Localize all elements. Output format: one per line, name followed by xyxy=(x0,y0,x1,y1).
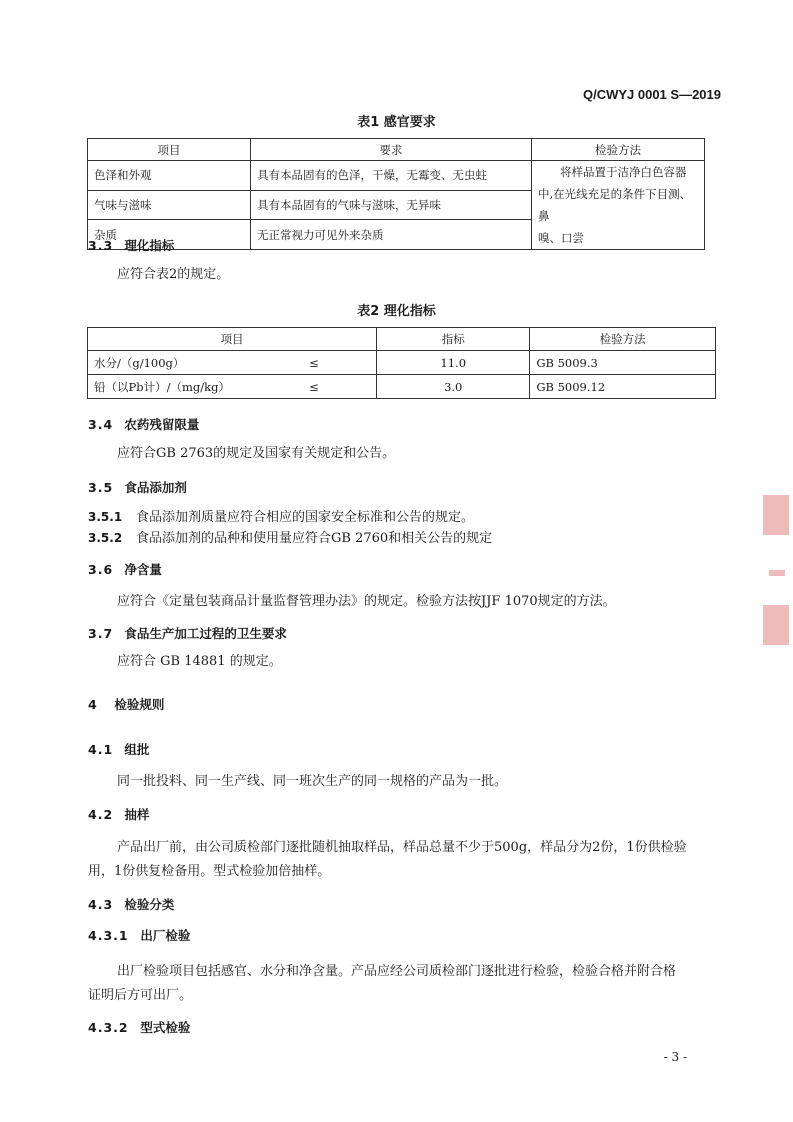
section-3-5-heading xyxy=(88,478,187,496)
section-4-3-1-line2: 证明后方可出厂。 xyxy=(88,988,193,1003)
table-cell: 11.0 xyxy=(377,351,530,375)
section-4-2-line1: 产品出厂前，由公司质检部门逐批随机抽取样品，样品总量不少于500g，样品分为2份，1份供检验 xyxy=(117,840,687,855)
table1-header-item: 项目 xyxy=(88,139,251,161)
section-title: 检验规则 xyxy=(114,697,165,712)
section-4-3-1-line1: 出厂检验项目包括感官、水分和净含量。产品应经公司质检部门逐批进行检验，检验合格并附合格 xyxy=(117,964,677,979)
section-number: 4.3.1 xyxy=(88,928,129,943)
section-title: 食品添加剂 xyxy=(124,480,187,495)
table2-caption: 表2 理化指标 xyxy=(357,304,436,319)
table1 xyxy=(87,138,705,250)
section-4-2-line2: 用，1份供复检备用。型式检验加倍抽样。 xyxy=(88,864,331,879)
section-3-4-heading xyxy=(88,415,199,433)
section-4-3-1-heading xyxy=(88,926,190,944)
method-line: 将样品置于洁净白色容器 xyxy=(560,165,687,179)
section-title: 型式检验 xyxy=(140,1020,191,1035)
standard-number: Q/CWYJ 0001 S—2019 xyxy=(582,87,721,102)
table-row xyxy=(88,351,716,375)
table2 xyxy=(87,327,716,399)
section-number: 4.3.2 xyxy=(88,1020,129,1035)
section-4-3-heading xyxy=(88,895,174,913)
table-cell: 水分/（g/100g） xyxy=(88,351,304,375)
table-cell: ≤ xyxy=(303,351,377,375)
section-4-3-2-heading xyxy=(88,1018,190,1036)
section-3-3-heading xyxy=(88,236,174,254)
section-4-2-heading xyxy=(88,805,149,823)
section-3-6-heading xyxy=(88,560,162,578)
table2-header-item: 项目 xyxy=(88,328,377,351)
section-3-5-2 xyxy=(88,526,492,551)
section-4-1-text: 同一批投料、同一生产线、同一班次生产的同一规格的产品为一批。 xyxy=(117,774,508,789)
table-row xyxy=(88,375,716,399)
section-number: 4.3 xyxy=(88,897,114,912)
table-header-row xyxy=(88,139,705,161)
section-text: 食品添加剂质量应符合相应的国家安全标准和公告的规定。 xyxy=(136,510,475,525)
section-title: 检验分类 xyxy=(124,897,175,912)
section-3-6-text: 应符合《定量包装商品计量监督管理办法》的规定。检验方法按JJF 1070规定的方法。 xyxy=(117,594,616,609)
section-3-7-heading xyxy=(88,624,287,642)
section-title: 抽样 xyxy=(124,807,150,822)
section-title: 农药残留限量 xyxy=(124,417,200,432)
table1-method-cell xyxy=(532,161,705,250)
table-cell: 杂质 xyxy=(88,220,251,250)
section-number: 3.3 xyxy=(88,238,114,253)
table-cell: 铅（以Pb计）/（mg/kg） xyxy=(88,375,304,399)
stamp-mark xyxy=(769,570,785,576)
section-number: 3.4 xyxy=(88,417,114,432)
table2-header-limit: 指标 xyxy=(377,328,530,351)
table-cell: 3.0 xyxy=(377,375,530,399)
table1-header-method: 检验方法 xyxy=(532,139,705,161)
table-cell: 气味与滋味 xyxy=(88,190,251,220)
section-number: 3.6 xyxy=(88,562,114,577)
section-4-1-heading xyxy=(88,740,149,758)
section-number: 3.5.1 xyxy=(88,510,123,524)
section-number: 4.2 xyxy=(88,807,114,822)
section-number: 4 xyxy=(88,697,98,712)
table-cell: 色泽和外观 xyxy=(88,161,251,191)
stamp-mark xyxy=(763,495,789,535)
section-3-7-text: 应符合 GB 14881 的规定。 xyxy=(117,654,282,669)
section-number: 3.7 xyxy=(88,626,114,641)
table-cell: 无正常视力可见外来杂质 xyxy=(251,220,532,250)
section-title: 组批 xyxy=(124,742,150,757)
section-title: 食品生产加工过程的卫生要求 xyxy=(124,626,287,641)
section-title: 理化指标 xyxy=(124,238,175,253)
table1-caption: 表1 感官要求 xyxy=(357,115,436,130)
section-3-3-text: 应符合表2的规定。 xyxy=(117,267,230,282)
table-header-row xyxy=(88,328,716,351)
section-3-4-text: 应符合GB 2763的规定及国家有关规定和公告。 xyxy=(117,446,396,461)
page-number: - 3 - xyxy=(663,1050,687,1064)
section-title: 出厂检验 xyxy=(140,928,191,943)
table-row xyxy=(88,161,705,191)
section-number: 4.1 xyxy=(88,742,114,757)
table2-header-method: 检验方法 xyxy=(530,328,716,351)
section-title: 净含量 xyxy=(124,562,162,577)
table-cell: GB 5009.12 xyxy=(530,375,716,399)
table1-header-requirement: 要求 xyxy=(251,139,532,161)
stamp-mark xyxy=(763,605,789,645)
table-cell: GB 5009.3 xyxy=(530,351,716,375)
method-line: 中,在光线充足的条件下目测、鼻 xyxy=(538,187,692,223)
section-number: 3.5 xyxy=(88,480,114,495)
section-4-heading xyxy=(88,695,164,713)
table-cell: 具有本品固有的气味与滋味，无异味 xyxy=(251,190,532,220)
method-line: 嗅、口尝 xyxy=(538,231,584,245)
table-cell: 具有本品固有的色泽，干燥，无霉变、无虫蛀 xyxy=(251,161,532,191)
table-cell: ≤ xyxy=(303,375,377,399)
section-number: 3.5.2 xyxy=(88,531,123,545)
section-text: 食品添加剂的品种和使用量应符合GB 2760和相关公告的规定 xyxy=(136,531,493,546)
